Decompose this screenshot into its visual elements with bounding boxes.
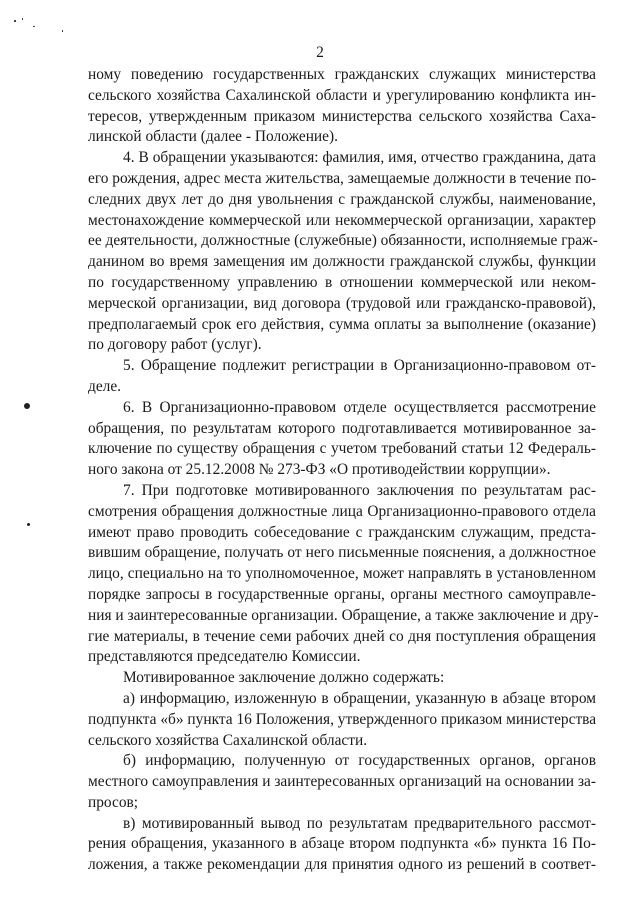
text-line: тересов, утвержденным приказом министерства сельского хозяйства Саха- (88, 107, 596, 125)
text-line: ния и заинтересованные организации. Обращение, а также заключение и дру- (88, 606, 599, 624)
text-line: линской области (далее - Положение). (88, 128, 338, 146)
text-line: подпункта «б» пункта 16 Положения, утвержденного приказом министерства (88, 710, 597, 728)
text-line: ного закона от 25.12.2008 № 273-ФЗ «О противодействии коррупции». (88, 461, 551, 479)
scan-speck (33, 26, 35, 27)
text-line: данином во время замещения им должности гражданской службы, функции (88, 253, 596, 271)
text-line: сельского хозяйства Сахалинской области и урегулированию конфликта ин- (88, 86, 596, 104)
text-line: 5. Обращение подлежит регистрации в Организационно-правовом от- (123, 357, 596, 375)
text-line: а) информацию, изложенную в обращении, указанную в абзаце втором (123, 689, 596, 707)
scan-speck (22, 18, 23, 20)
text-line: просов; (88, 793, 139, 811)
text-line: б) информацию, полученную от государственных органов, органов (123, 752, 596, 770)
text-line: лицо, специально на то уполномоченное, может направлять в установленном (88, 565, 596, 583)
text-line: представляются председателю Комиссии. (88, 648, 361, 666)
text-line: рения обращения, указанного в абзаце втором подпункта «б» пункта 16 По- (88, 835, 596, 853)
text-line: 4. В обращении указываются: фамилия, имя, отчество гражданина, дата (123, 149, 596, 167)
margin-mark (27, 523, 30, 526)
text-line: его рождения, адрес места жительства, замещаемые должности в течение по- (88, 169, 597, 187)
text-line: гие материалы, в течение семи рабочих дней со дня поступления обращения (88, 627, 596, 645)
text-line: ложения, а также рекомендации для принятия одного из решений в соответ- (88, 856, 596, 874)
text-line: имеют право проводить собеседование с гражданским служащим, предста- (88, 523, 596, 541)
text-line: деле. (88, 377, 122, 395)
margin-mark (24, 403, 30, 409)
text-line: ключение по существу обращения с учетом требований статьи 12 Федераль- (88, 440, 596, 458)
text-line: порядке запросы в государственные органы, органы местного самоуправле- (88, 585, 596, 603)
text-line: ее деятельности, должностные (служебные) обязанности, исполняемые граж- (88, 232, 598, 250)
text-line: местного самоуправления и заинтересованных организаций на основании за- (88, 773, 596, 791)
text-line: сельского хозяйства Сахалинской области. (88, 731, 368, 749)
text-line: предполагаемый срок его действия, сумма оплаты за выполнение (оказание) (88, 315, 596, 333)
text-line: обращения, по результатам которого подготавливается мотивированное за- (88, 419, 596, 437)
scan-speck (62, 30, 63, 32)
text-line: 7. При подготовке мотивированного заключения по результатам рас- (123, 481, 596, 499)
text-line: в) мотивированный вывод по результатам предварительного рассмот- (123, 814, 596, 832)
text-line: Мотивированное заключение должно содержать: (123, 669, 445, 687)
text-line: мерческой организации, вид договора (трудовой или гражданско-правовой), (88, 294, 596, 312)
text-line: 6. В Организационно-правовом отделе осуществляется рассмотрение (123, 398, 596, 416)
page-number: 2 (316, 44, 324, 61)
text-line: следних двух лет до дня увольнения с гражданской службы, наименование, (88, 190, 596, 208)
body-text (88, 65, 599, 876)
text-line: по договору работ (услуг). (88, 336, 262, 354)
text-line: смотрения обращения должностные лица Организационно-правового отдела (88, 502, 596, 520)
text-line: местонахождение коммерческой или некоммерческой организации, характер (88, 211, 596, 229)
scan-speck (14, 20, 16, 22)
text-line: ному поведению государственных гражданских служащих министерства (88, 66, 596, 83)
text-line: вившим обращение, получать от него письменные пояснения, а должностное (88, 544, 596, 562)
text-line: по государственному управлению в отношении коммерческой или неком- (88, 273, 596, 291)
